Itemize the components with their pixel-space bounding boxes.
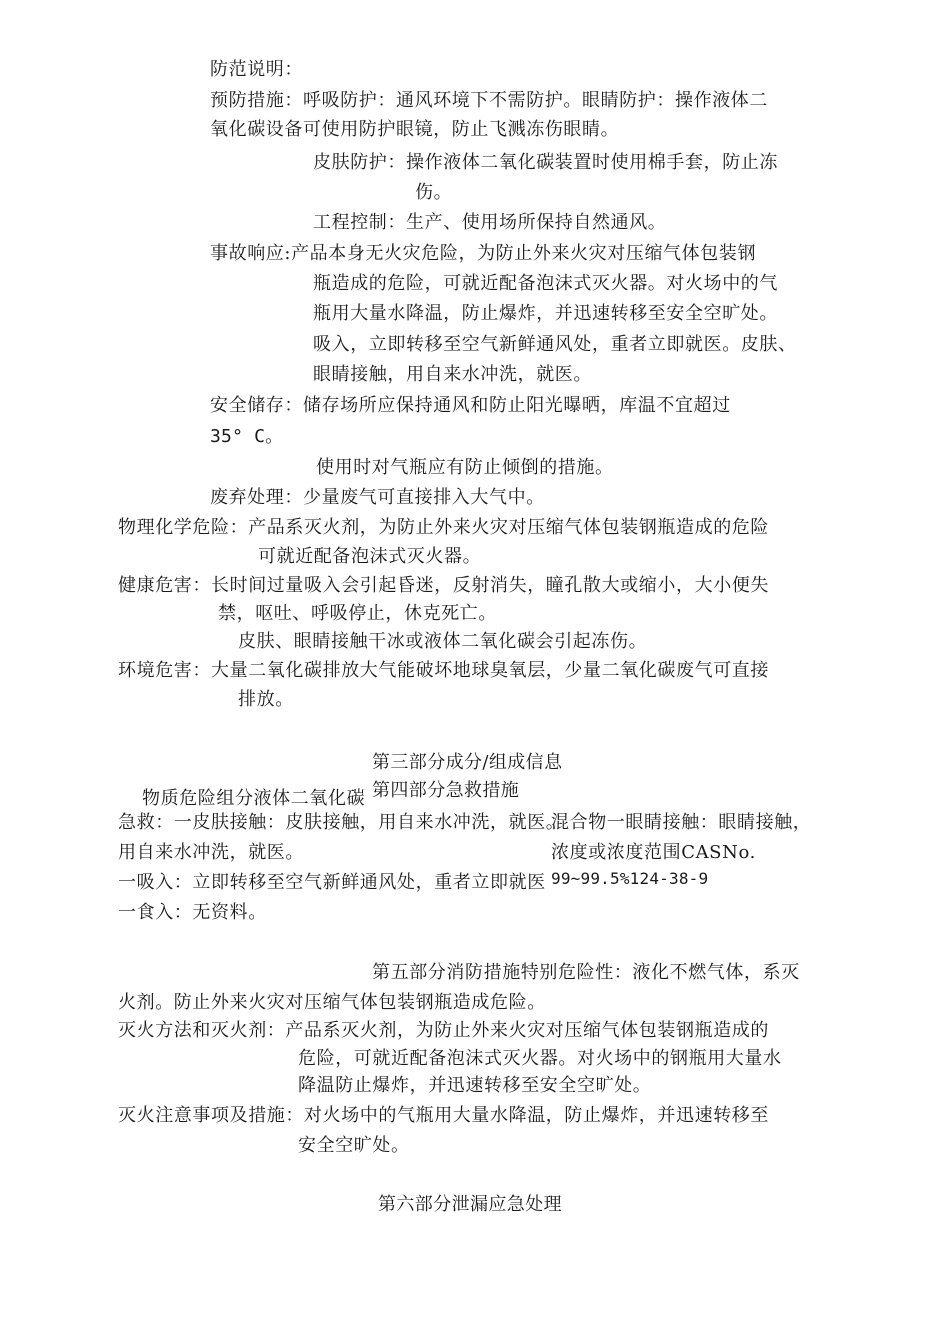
accident-response-line-1: 事故响应:产品本身无火灾危险，为防止外来火灾对压缩气体包装钢	[210, 243, 757, 264]
physchem-hazard-line-1: 物理化学危险：产品系灭火剂，为防止外来火灾对压缩气体包装钢瓶造成的危险	[118, 517, 769, 538]
physchem-hazard-line-2: 可就近配备泡沫式灭火器。	[258, 546, 482, 567]
accident-response-line-3: 瓶用大量水降温，防止爆炸，并迅速转移至安全空旷处。	[313, 303, 778, 324]
skin-protection-line-1: 皮肤防护：操作液体二氧化碳装置时使用棉手套，防止冻	[313, 152, 778, 173]
firefighting-notes-line-2: 安全空旷处。	[298, 1135, 410, 1156]
first-aid-skin: 急救：一皮肤接触：皮肤接触，用自来水冲洗，就医。	[118, 812, 565, 833]
prevention-line-1: 预防措施：呼吸防护：通风环境下不需防护。眼睛防护：操作液体二	[210, 90, 768, 111]
disposal-line: 废弃处理：少量废气可直接排入大气中。	[210, 487, 545, 508]
storage-line-2: 35° C。	[210, 426, 284, 447]
env-hazard-line-1: 环境危害：大量二氧化碳排放大气能破坏地球臭氧层，少量二氧化碳废气可直接	[118, 660, 769, 681]
section-6-title: 第六部分泄漏应急处理	[378, 1194, 562, 1215]
engineering-control: 工程控制：生产、使用场所保持自然通风。	[313, 212, 667, 233]
storage-line-1: 安全储存：储存场所应保持通风和防止阳光曝晒，库温不宜超过	[210, 395, 731, 416]
health-hazard-line-2: 禁，呕吐、呼吸停止，休克死亡。	[218, 603, 497, 624]
storage-line-3: 使用时对气瓶应有防止倾倒的措施。	[316, 457, 614, 478]
first-aid-inhalation: 一吸入：立即转移至空气新鲜通风处，重者立即就医	[118, 872, 546, 893]
extinguish-method-line-1: 灭火方法和灭火剂：产品系灭火剂，为防止外来火灾对压缩气体包装钢瓶造成的	[118, 1020, 769, 1041]
extinguish-method-line-2: 危险，可就近配备泡沫式灭火器。对火场中的钢瓶用大量水	[298, 1048, 782, 1069]
prevention-line-2: 氧化碳设备可使用防护眼镜，防止飞溅冻伤眼睛。	[210, 119, 620, 140]
accident-response-line-2: 瓶造成的危险，可就近配备泡沫式灭火器。对火场中的气	[313, 273, 778, 294]
env-hazard-line-2: 排放。	[238, 689, 294, 710]
mixture-eye-contact: 混合物一眼睛接触：眼睛接触，	[551, 812, 812, 833]
accident-response-line-4: 吸入，立即转移至空气新鲜通风处，重者立即就医。皮肤、	[313, 334, 797, 355]
accident-response-line-5: 眼睛接触，用自来水冲洗，就医。	[313, 364, 592, 385]
first-aid-rinse: 用自来水冲洗，就医。	[118, 842, 304, 863]
hazardous-component: 物质危险组分液体二氧化碳	[142, 788, 366, 809]
first-aid-ingestion: 一食入：无资料。	[118, 902, 267, 923]
section-3-title: 第三部分成分/组成信息	[372, 752, 563, 773]
concentration-header: 浓度或浓度范围CASNo.	[551, 842, 756, 863]
section-5-title-line: 第五部分消防措施特别危险性：液化不燃气体，系灭	[372, 962, 800, 983]
health-hazard-line-1: 健康危害：长时间过量吸入会引起昏迷，反射消失，瞳孔散大或缩小，大小便失	[118, 575, 769, 596]
concentration-value: 99~99.5%124-38-9	[551, 869, 709, 888]
extinguish-method-line-3: 降温防止爆炸，并迅速转移至安全空旷处。	[298, 1075, 652, 1096]
health-hazard-line-3: 皮肤、眼睛接触干冰或液体二氧化碳会引起冻伤。	[238, 631, 648, 652]
skin-protection-line-2: 伤。	[415, 182, 453, 203]
firefighting-notes-line-1: 灭火注意事项及措施：对火场中的气瓶用大量水降温，防止爆炸，并迅速转移至	[118, 1105, 769, 1126]
precaution-heading: 防范说明：	[210, 59, 303, 80]
special-hazard-line: 火剂。防止外来火灾对压缩气体包装钢瓶造成危险。	[118, 992, 546, 1013]
section-4-title: 第四部分急救措施	[372, 780, 520, 801]
